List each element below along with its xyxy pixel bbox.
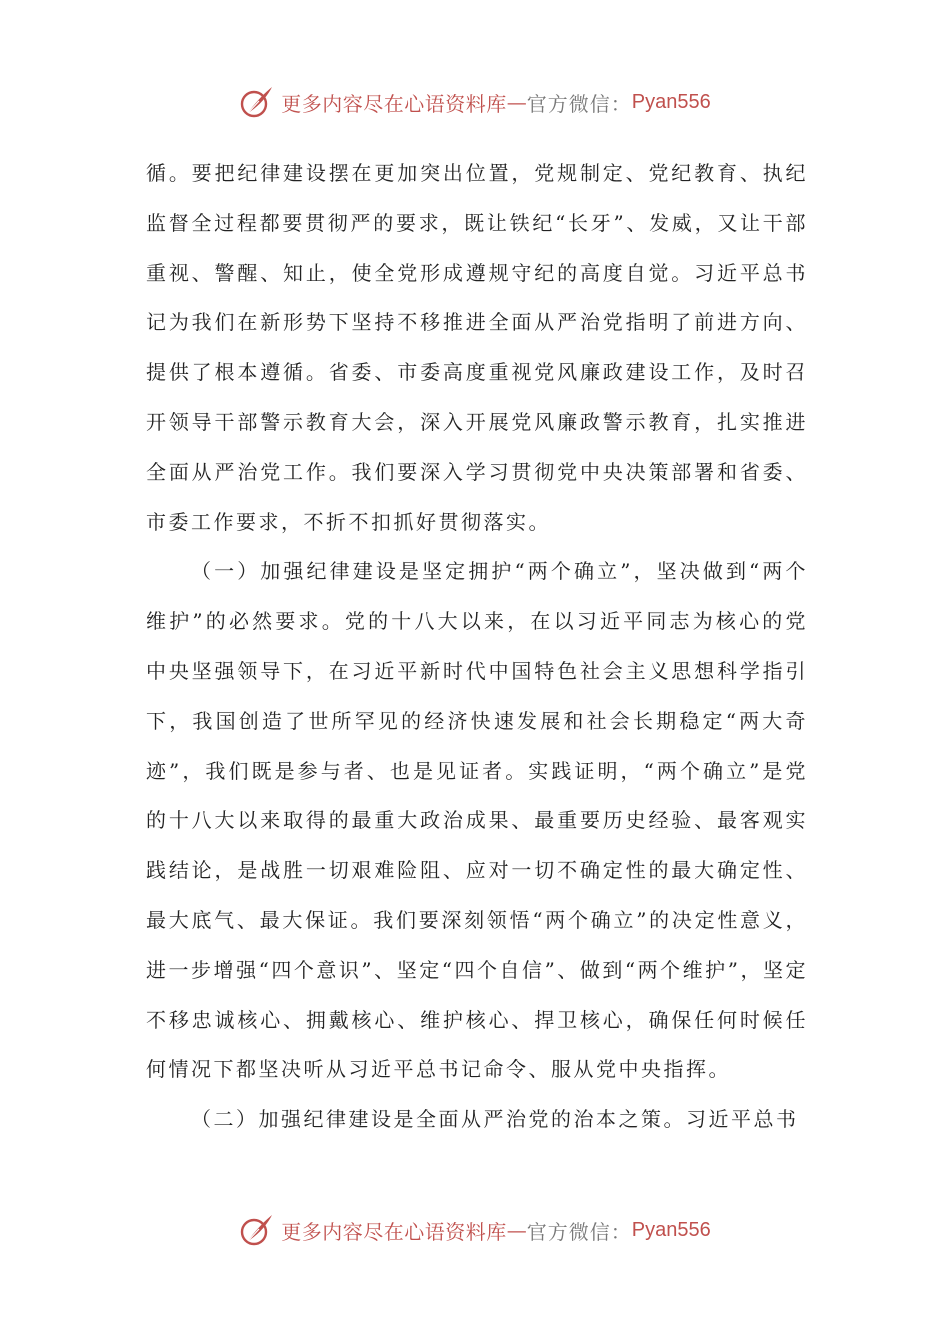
footer-wechat-label: 官方微信： [526,1219,632,1244]
footer-separator: — [506,1218,527,1242]
footer-wechat-id: Pyan556 [631,1218,711,1241]
quill-pen-logo-icon [239,1212,275,1248]
header-wechat-label: 官方微信： [526,91,632,116]
paragraph-section-two: （二）加强纪律建设是全面从严治党的治本之策。习近平总书 [191,1107,799,1132]
paragraph-section-one: （一）加强纪律建设是坚定拥护“两个确立”，坚决做到“两个维护”的必然要求。党的十八大以来，在以习近平同志为核心的党中央坚强领导下，在习近平新时代中国特色社会主义思想科学指引下，我国创造了世所罕见的经济快速发展和社会长期稳定“两大奇迹”，我们既是参与者、也是见证者。实践证明，“两个确立”是党的十八大以来取得的最重大政治成果、最重要历史经验、最客观实践结论，是战胜一切艰难险阻、应对一切不确定性的最大确定性、最大底气、最大保证。我们要深刻领悟“两个确立”的决定性意义，进一步增强“四个意识”、坚定“四个自信”、做到“两个维护”，坚定不移忠诚核心、拥戴核心、维护核心、捍卫核心，确保任何时候任何情况下都坚决听从习近平总书记命令、服从党中央指挥。 [146,559,808,1082]
header-brand-text: 更多内容尽在心语资料库 [281,91,507,116]
header-wechat-id: Pyan556 [631,90,711,113]
document-body [146,149,808,1145]
footer-brand-text: 更多内容尽在心语资料库 [281,1219,507,1244]
header-separator: — [506,90,527,114]
quill-pen-logo-icon [239,84,275,120]
footer-banner [0,1208,950,1252]
header-banner [0,80,950,124]
paragraph-continuation: 循。要把纪律建设摆在更加突出位置，党规制定、党纪教育、执纪监督全过程都要贯彻严的要求，既让铁纪“长牙”、发威，又让干部重视、警醒、知止，使全党形成遵规守纪的高度自觉。习近平总书记为我们在新形势下坚持不移推进全面从严治党指明了前进方向、提供了根本遵循。省委、市委高度重视党风廉政建设工作，及时召开领导干部警示教育大会，深入开展党风廉政警示教育，扎实推进全面从严治党工作。我们要深入学习贯彻党中央决策部署和省委、市委工作要求，不折不扣抓好贯彻落实。 [146,161,808,534]
